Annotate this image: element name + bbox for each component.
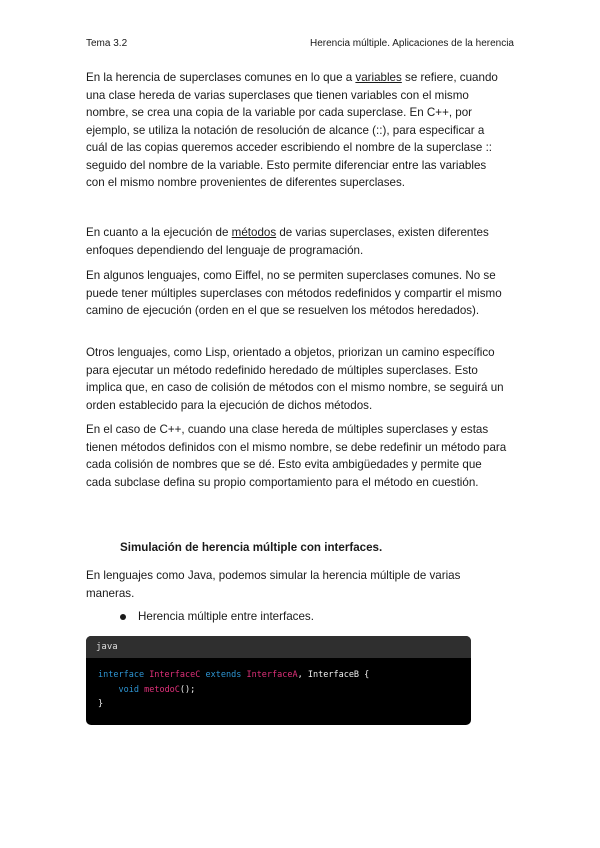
- code-language-label: java: [86, 636, 471, 658]
- paragraph-variables: [86, 69, 508, 192]
- code-token: InterfaceC: [149, 670, 201, 680]
- bullet-label: Herencia múltiple entre interfaces.: [138, 610, 314, 623]
- methods-link[interactable]: métodos: [231, 226, 277, 239]
- variables-link[interactable]: variables: [355, 71, 402, 84]
- paragraph-text: se refiere, cuando una clase hereda de varias superclases que tienen variables con el mismo nombre, se crea una copia de la variable por cada superclase. En C++, por ejemplo, se utiliza la notación de resolución de alcance (::), para especificar a cuál de las copias queremos acceder escribiendo el nombre de la superclase :: seguido del nombre de la variable. Esto permite diferenciar entre las variables con el mismo nombre provenientes de diferentes superclases.: [86, 71, 498, 189]
- code-token: metodoC: [144, 684, 180, 695]
- bullet-item: [120, 610, 314, 623]
- section-heading: Simulación de herencia múltiple con interfaces.: [120, 541, 383, 554]
- code-block: [86, 636, 471, 725]
- header-topic: Tema 3.2: [86, 38, 128, 49]
- header-title: Herencia múltiple. Aplicaciones de la herencia: [309, 38, 514, 49]
- paragraph-text: En la herencia de superclases comunes en lo que a: [86, 71, 356, 84]
- code-token: }: [98, 699, 104, 709]
- code-token: interface: [98, 670, 145, 680]
- code-token: void: [118, 684, 139, 695]
- paragraph-text: En cuanto a la ejecución de: [86, 226, 232, 239]
- code-token: ();: [179, 684, 196, 695]
- code-body: [86, 658, 471, 722]
- code-token: extends: [205, 670, 242, 680]
- paragraph-text: de varias superclases, existen diferentes enfoques dependiendo del lenguaje de programación.: [86, 226, 489, 257]
- code-token: InterfaceA: [246, 670, 298, 680]
- code-token: , InterfaceB {: [297, 670, 370, 680]
- bullet-dot-icon: [120, 614, 126, 620]
- paragraph-eiffel: En algunos lenguajes, como Eiffel, no se permiten superclases comunes. No se puede tener múltiples superclases con métodos redefinidos y compartir el mismo camino de ejecución (orden en el que se resuelven los métodos heredados).: [86, 269, 502, 317]
- paragraph-lisp: Otros lenguajes, como Lisp, orientado a objetos, priorizan un camino específico para ejecutar un método redefinido heredado de múltiples superclases. Esto implica que, en caso de colisión de métodos con el mismo nombre, se seguirá un orden establecido para la ejecución de dichos métodos.: [86, 346, 504, 412]
- paragraph-methods: [86, 224, 508, 259]
- paragraph-java: En lenguajes como Java, podemos simular la herencia múltiple de varias maneras.: [86, 569, 461, 600]
- paragraph-cpp: En el caso de C++, cuando una clase hereda de múltiples superclases y estas tienen métodos definidos con el mismo nombre, se debe redefinir un método para cada colisión de nombres que se dé. Esto evita ambigüedades y permite que cada subclase defina su propio comportamiento para el método en cuestión.: [86, 423, 507, 489]
